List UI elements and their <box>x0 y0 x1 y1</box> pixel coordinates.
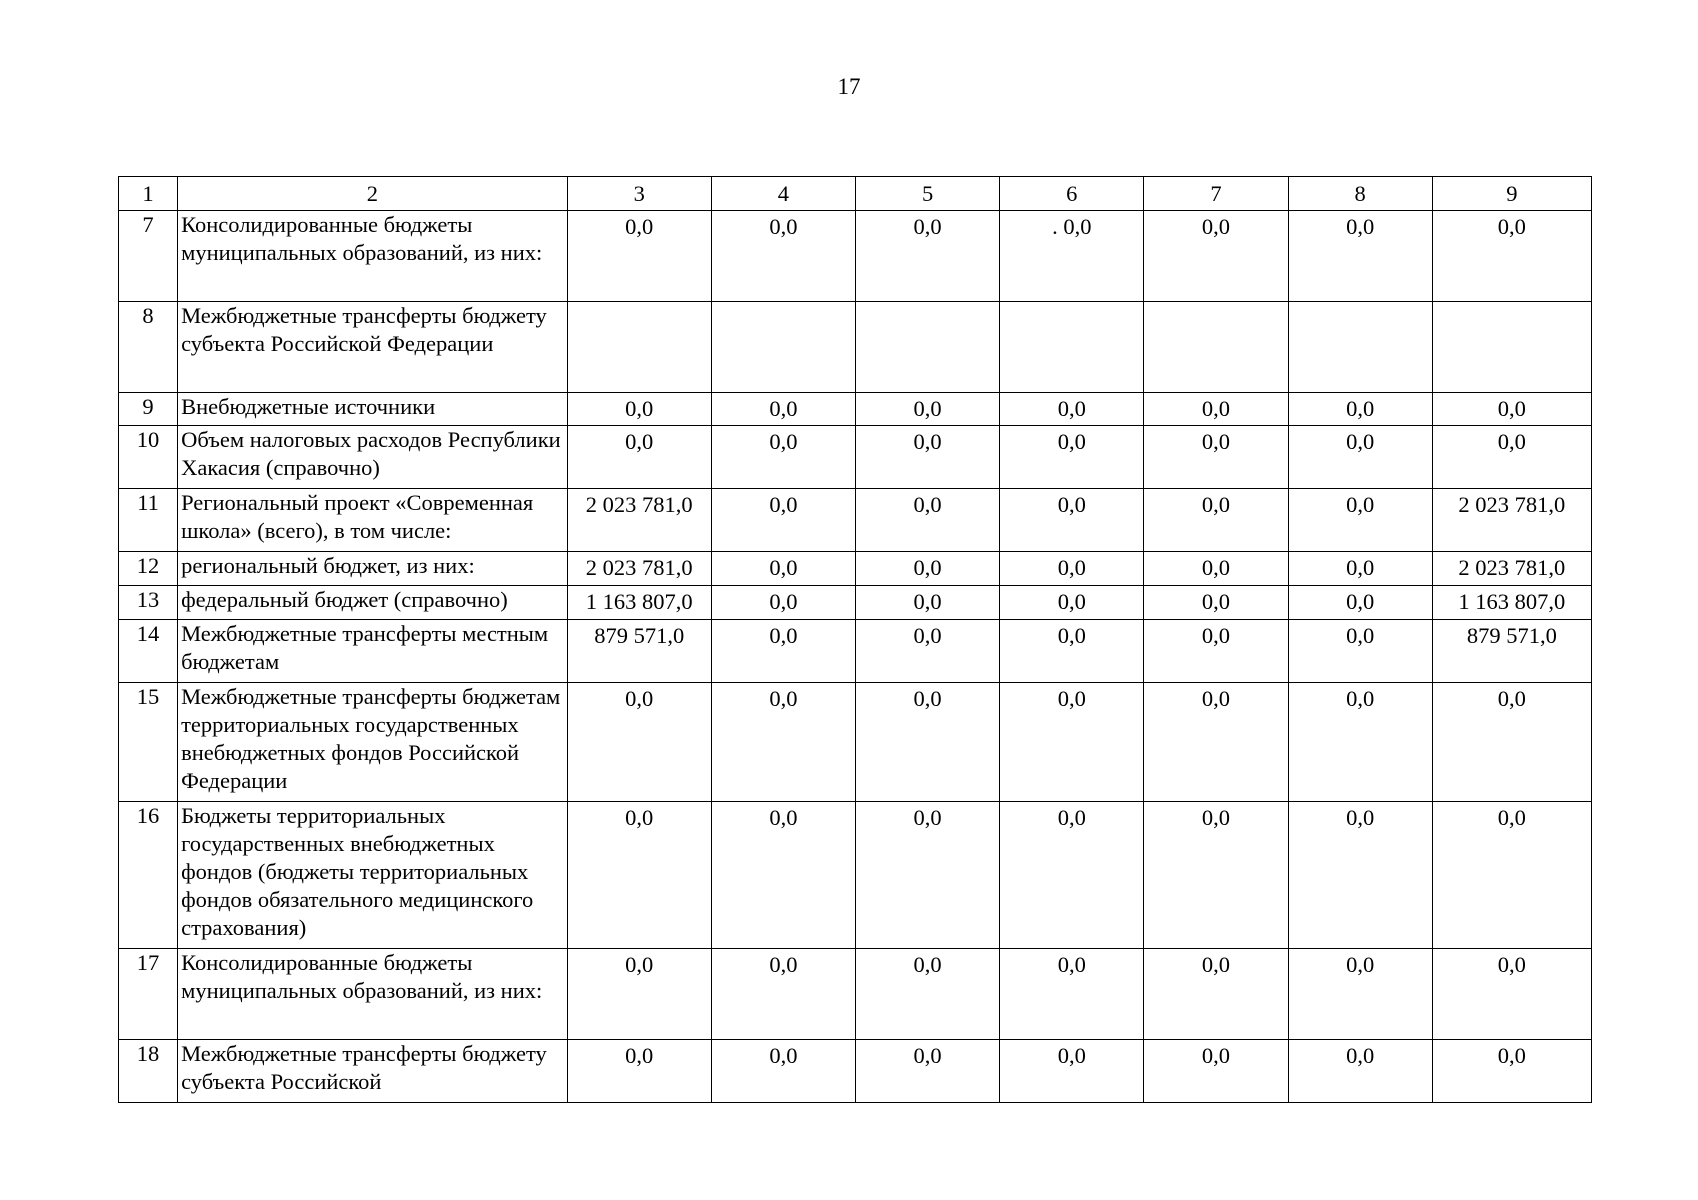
value-cell: 0,0 <box>711 489 855 552</box>
table-body <box>119 177 1592 1103</box>
value-cell: 0,0 <box>711 802 855 949</box>
value-cell: 0,0 <box>711 620 855 683</box>
value-cell: 0,0 <box>1144 489 1288 552</box>
value-cell: 0,0 <box>1144 949 1288 1040</box>
value-cell: 0,0 <box>1000 802 1144 949</box>
value-cell: 0,0 <box>711 393 855 426</box>
header-cell: 8 <box>1288 177 1432 211</box>
value-cell: 0,0 <box>1288 426 1432 489</box>
table-row <box>119 393 1592 426</box>
row-number-cell: 18 <box>119 1040 178 1103</box>
value-cell: 0,0 <box>855 1040 999 1103</box>
row-number-cell: 12 <box>119 552 178 586</box>
value-cell: 0,0 <box>567 1040 711 1103</box>
value-cell: 0,0 <box>711 683 855 802</box>
header-cell: 7 <box>1144 177 1288 211</box>
value-cell: 0,0 <box>1288 683 1432 802</box>
value-cell: 0,0 <box>1000 949 1144 1040</box>
value-cell: 2 023 781,0 <box>1432 489 1591 552</box>
value-cell: 0,0 <box>1144 552 1288 586</box>
table-row <box>119 949 1592 1040</box>
value-cell: 0,0 <box>1144 586 1288 620</box>
value-cell: 0,0 <box>711 949 855 1040</box>
table-row <box>119 586 1592 620</box>
value-cell: 879 571,0 <box>567 620 711 683</box>
table-row <box>119 683 1592 802</box>
value-cell <box>1144 302 1288 393</box>
row-number-cell: 17 <box>119 949 178 1040</box>
value-cell: 0,0 <box>1288 393 1432 426</box>
value-cell: 879 571,0 <box>1432 620 1591 683</box>
header-cell: 3 <box>567 177 711 211</box>
value-cell: 0,0 <box>711 211 855 302</box>
row-number-cell: 11 <box>119 489 178 552</box>
value-cell: 0,0 <box>567 393 711 426</box>
value-cell: 0,0 <box>567 211 711 302</box>
value-cell: 1 163 807,0 <box>1432 586 1591 620</box>
value-cell: 0,0 <box>855 586 999 620</box>
row-name-cell: Межбюджетные трансферты местным бюджетам <box>178 620 568 683</box>
value-cell: 0,0 <box>1432 802 1591 949</box>
value-cell: 0,0 <box>1000 1040 1144 1103</box>
header-cell: 4 <box>711 177 855 211</box>
table-row <box>119 489 1592 552</box>
value-cell: 0,0 <box>855 802 999 949</box>
value-cell: 0,0 <box>567 426 711 489</box>
row-name-cell: Межбюджетные трансферты бюджету субъекта Российской Федерации <box>178 302 568 393</box>
value-cell: 0,0 <box>711 552 855 586</box>
row-name-cell: региональный бюджет, из них: <box>178 552 568 586</box>
value-cell: 2 023 781,0 <box>1432 552 1591 586</box>
table-row <box>119 211 1592 302</box>
row-number-cell: 7 <box>119 211 178 302</box>
value-cell: 0,0 <box>1144 802 1288 949</box>
value-cell: 0,0 <box>1288 949 1432 1040</box>
header-cell: 1 <box>119 177 178 211</box>
value-cell: 0,0 <box>1000 620 1144 683</box>
value-cell: 0,0 <box>1432 683 1591 802</box>
value-cell <box>1288 302 1432 393</box>
header-cell: 2 <box>178 177 568 211</box>
row-number-cell: 15 <box>119 683 178 802</box>
header-cell: 6 <box>1000 177 1144 211</box>
value-cell: 0,0 <box>1144 1040 1288 1103</box>
row-name-cell: Консолидированные бюджеты муниципальных образований, из них: <box>178 211 568 302</box>
value-cell: 0,0 <box>1000 426 1144 489</box>
value-cell: 0,0 <box>855 683 999 802</box>
row-name-cell: Консолидированные бюджеты муниципальных образований, из них: <box>178 949 568 1040</box>
value-cell: 2 023 781,0 <box>567 489 711 552</box>
value-cell: 0,0 <box>855 393 999 426</box>
value-cell: 0,0 <box>1432 211 1591 302</box>
value-cell: 0,0 <box>1000 586 1144 620</box>
value-cell: 0,0 <box>1288 552 1432 586</box>
row-number-cell: 16 <box>119 802 178 949</box>
table-row <box>119 426 1592 489</box>
value-cell: 0,0 <box>1288 211 1432 302</box>
table-row <box>119 620 1592 683</box>
value-cell: 0,0 <box>1432 1040 1591 1103</box>
value-cell: 0,0 <box>1432 949 1591 1040</box>
value-cell: 0,0 <box>855 489 999 552</box>
value-cell: 0,0 <box>711 586 855 620</box>
row-number-cell: 10 <box>119 426 178 489</box>
row-name-cell: Межбюджетные трансферты бюджетам территориальных государственных внебюджетных фондов Российской Федерации <box>178 683 568 802</box>
value-cell: 0,0 <box>711 1040 855 1103</box>
table-row <box>119 552 1592 586</box>
value-cell: 0,0 <box>1144 426 1288 489</box>
value-cell: 2 023 781,0 <box>567 552 711 586</box>
value-cell <box>855 302 999 393</box>
value-cell: 0,0 <box>1288 802 1432 949</box>
value-cell: . 0,0 <box>1000 211 1144 302</box>
value-cell: 0,0 <box>1000 489 1144 552</box>
value-cell: 0,0 <box>1144 393 1288 426</box>
page-number: 17 <box>837 74 861 99</box>
table-row <box>119 1040 1592 1103</box>
table-row <box>119 802 1592 949</box>
value-cell: 0,0 <box>1144 211 1288 302</box>
row-name-cell: Региональный проект «Современная школа» (всего), в том числе: <box>178 489 568 552</box>
row-name-cell: федеральный бюджет (справочно) <box>178 586 568 620</box>
table-header-row <box>119 177 1592 211</box>
value-cell: 0,0 <box>1144 620 1288 683</box>
table-row <box>119 302 1592 393</box>
row-number-cell: 9 <box>119 393 178 426</box>
value-cell <box>711 302 855 393</box>
value-cell: 0,0 <box>1000 552 1144 586</box>
value-cell: 0,0 <box>1288 1040 1432 1103</box>
value-cell: 0,0 <box>855 620 999 683</box>
row-name-cell: Межбюджетные трансферты бюджету субъекта Российской <box>178 1040 568 1103</box>
value-cell: 0,0 <box>1000 683 1144 802</box>
row-name-cell: Внебюджетные источники <box>178 393 568 426</box>
value-cell: 0,0 <box>567 802 711 949</box>
value-cell: 0,0 <box>567 683 711 802</box>
value-cell: 0,0 <box>855 552 999 586</box>
value-cell: 0,0 <box>855 211 999 302</box>
row-name-cell: Объем налоговых расходов Республики Хакасия (справочно) <box>178 426 568 489</box>
row-number-cell: 8 <box>119 302 178 393</box>
row-number-cell: 13 <box>119 586 178 620</box>
value-cell: 0,0 <box>567 949 711 1040</box>
value-cell: 0,0 <box>1288 620 1432 683</box>
budget-table <box>118 176 1592 1103</box>
row-number-cell: 14 <box>119 620 178 683</box>
header-cell: 9 <box>1432 177 1591 211</box>
value-cell: 0,0 <box>1432 393 1591 426</box>
value-cell: 0,0 <box>1144 683 1288 802</box>
value-cell: 1 163 807,0 <box>567 586 711 620</box>
value-cell: 0,0 <box>1288 586 1432 620</box>
value-cell: 0,0 <box>1432 426 1591 489</box>
row-name-cell: Бюджеты территориальных государственных внебюджетных фондов (бюджеты территориальных фондов обязательного медицинского страхования) <box>178 802 568 949</box>
value-cell <box>567 302 711 393</box>
header-cell: 5 <box>855 177 999 211</box>
value-cell <box>1000 302 1144 393</box>
value-cell: 0,0 <box>711 426 855 489</box>
value-cell: 0,0 <box>1000 393 1144 426</box>
value-cell <box>1432 302 1591 393</box>
value-cell: 0,0 <box>855 949 999 1040</box>
value-cell: 0,0 <box>1288 489 1432 552</box>
value-cell: 0,0 <box>855 426 999 489</box>
